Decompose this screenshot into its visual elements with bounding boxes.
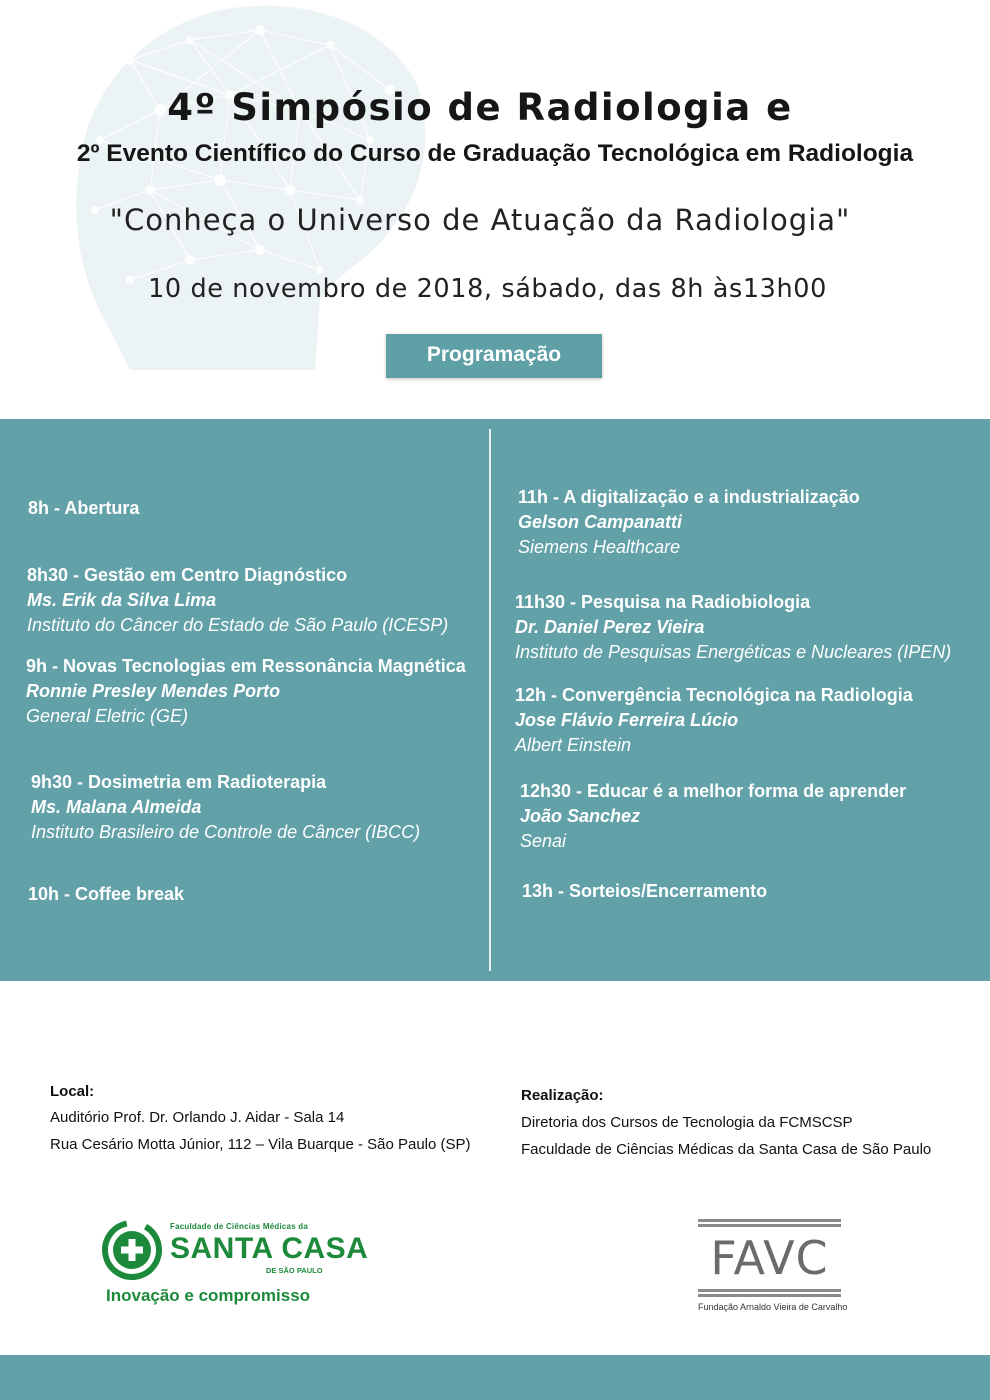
schedule-item-title: 9h - Novas Tecnologias em Ressonância Magnética: [26, 656, 466, 676]
schedule-item-org: Siemens Healthcare: [518, 537, 681, 557]
event-theme: "Conheça o Universo de Atuação da Radiologia": [109, 203, 851, 237]
santa-casa-tagline: Inovação e compromisso: [106, 1286, 311, 1305]
event-subtitle: 2º Evento Científico do Curso de Graduação Tecnológica em Radiologia: [76, 140, 914, 167]
favc-logo: [698, 1219, 848, 1314]
schedule-panel: [0, 419, 990, 981]
schedule-item-title: 11h30 - Pesquisa na Radiobiologia: [515, 592, 811, 612]
schedule-item-abertura: [28, 496, 139, 521]
schedule-item-title: 9h30 - Dosimetria em Radioterapia: [31, 772, 327, 792]
schedule-item-org: General Eletric (GE): [26, 706, 189, 726]
schedule-item-convergencia: [515, 683, 913, 758]
schedule-item-digitalizacao: [518, 485, 860, 560]
schedule-item-org: Instituto do Câncer do Estado de São Paulo (ICESP): [27, 615, 449, 635]
schedule-item-gestao: [27, 563, 448, 638]
schedule-item-radiobiologia: [515, 590, 951, 665]
schedule-item-speaker: Dr. Daniel Perez Vieira: [515, 617, 705, 637]
schedule-item-title: 10h - Coffee break: [28, 884, 185, 904]
schedule-item-speaker: Jose Flávio Ferreira Lúcio: [515, 710, 739, 730]
favc-top-rule-2: [698, 1224, 841, 1227]
brain-network-illustration: [70, 0, 430, 380]
schedule-item-speaker: Gelson Campanatti: [518, 512, 683, 532]
santa-casa-cross-icon: [100, 1218, 164, 1282]
schedule-item-dosimetria: [31, 770, 420, 845]
favc-top-rule: [698, 1219, 841, 1222]
schedule-item-ressonancia: [26, 654, 466, 729]
schedule-item-title: 12h - Convergência Tecnológica na Radiologia: [515, 685, 913, 705]
realizacao-line-1: Diretoria dos Cursos de Tecnologia da FCMSCSP: [521, 1114, 853, 1131]
programacao-banner: Programação: [386, 334, 602, 378]
favc-wordmark: FAVC: [710, 1231, 829, 1285]
schedule-item-speaker: João Sanchez: [520, 806, 641, 826]
santa-casa-name: SANTA CASA: [170, 1232, 369, 1265]
schedule-item-educar: [520, 779, 906, 854]
bottom-bar: [0, 1355, 990, 1400]
schedule-item-coffee-break: [28, 882, 184, 907]
local-line-2: Rua Cesário Motta Júnior, 112 – Vila Buarque - São Paulo (SP): [50, 1136, 471, 1153]
schedule-item-encerramento: [522, 879, 767, 904]
schedule-item-title: 8h30 - Gestão em Centro Diagnóstico: [27, 565, 348, 585]
schedule-item-title: 8h - Abertura: [28, 498, 140, 518]
santa-casa-city: DE SÃO PAULO: [266, 1266, 323, 1275]
santa-casa-small-text: Faculdade de Ciências Médicas da: [170, 1222, 309, 1231]
event-title: 4º Simpósio de Radiologia e: [167, 86, 793, 129]
local-line-1: Auditório Prof. Dr. Orlando J. Aidar - Sala 14: [50, 1109, 345, 1126]
favc-bottom-rule: [698, 1289, 841, 1292]
realizacao-line-2: Faculdade de Ciências Médicas da Santa Casa de São Paulo: [521, 1141, 932, 1158]
schedule-divider: [489, 429, 491, 971]
realizacao-label: Realização:: [521, 1087, 604, 1104]
schedule-item-title: 13h - Sorteios/Encerramento: [522, 881, 768, 901]
schedule-item-title: 11h - A digitalização e a industrialização: [518, 487, 860, 507]
santa-casa-logo: [100, 1218, 369, 1308]
favc-subtitle: Fundação Arnaldo Vieira de Carvalho: [698, 1302, 848, 1312]
favc-bottom-rule-2: [698, 1294, 841, 1297]
schedule-item-speaker: Ms. Erik da Silva Lima: [27, 590, 217, 610]
schedule-item-org: Instituto Brasileiro de Controle de Câncer (IBCC): [31, 822, 421, 842]
schedule-item-org: Senai: [520, 831, 567, 851]
schedule-item-speaker: Ms. Malana Almeida: [31, 797, 202, 817]
schedule-item-org: Albert Einstein: [515, 735, 632, 755]
local-label: Local:: [50, 1083, 95, 1100]
schedule-item-speaker: Ronnie Presley Mendes Porto: [26, 681, 281, 701]
event-date: 10 de novembro de 2018, sábado, das 8h às13h00: [148, 274, 827, 304]
schedule-item-title: 12h30 - Educar é a melhor forma de aprender: [520, 781, 907, 801]
schedule-item-org: Instituto de Pesquisas Energéticas e Nucleares (IPEN): [515, 642, 952, 662]
